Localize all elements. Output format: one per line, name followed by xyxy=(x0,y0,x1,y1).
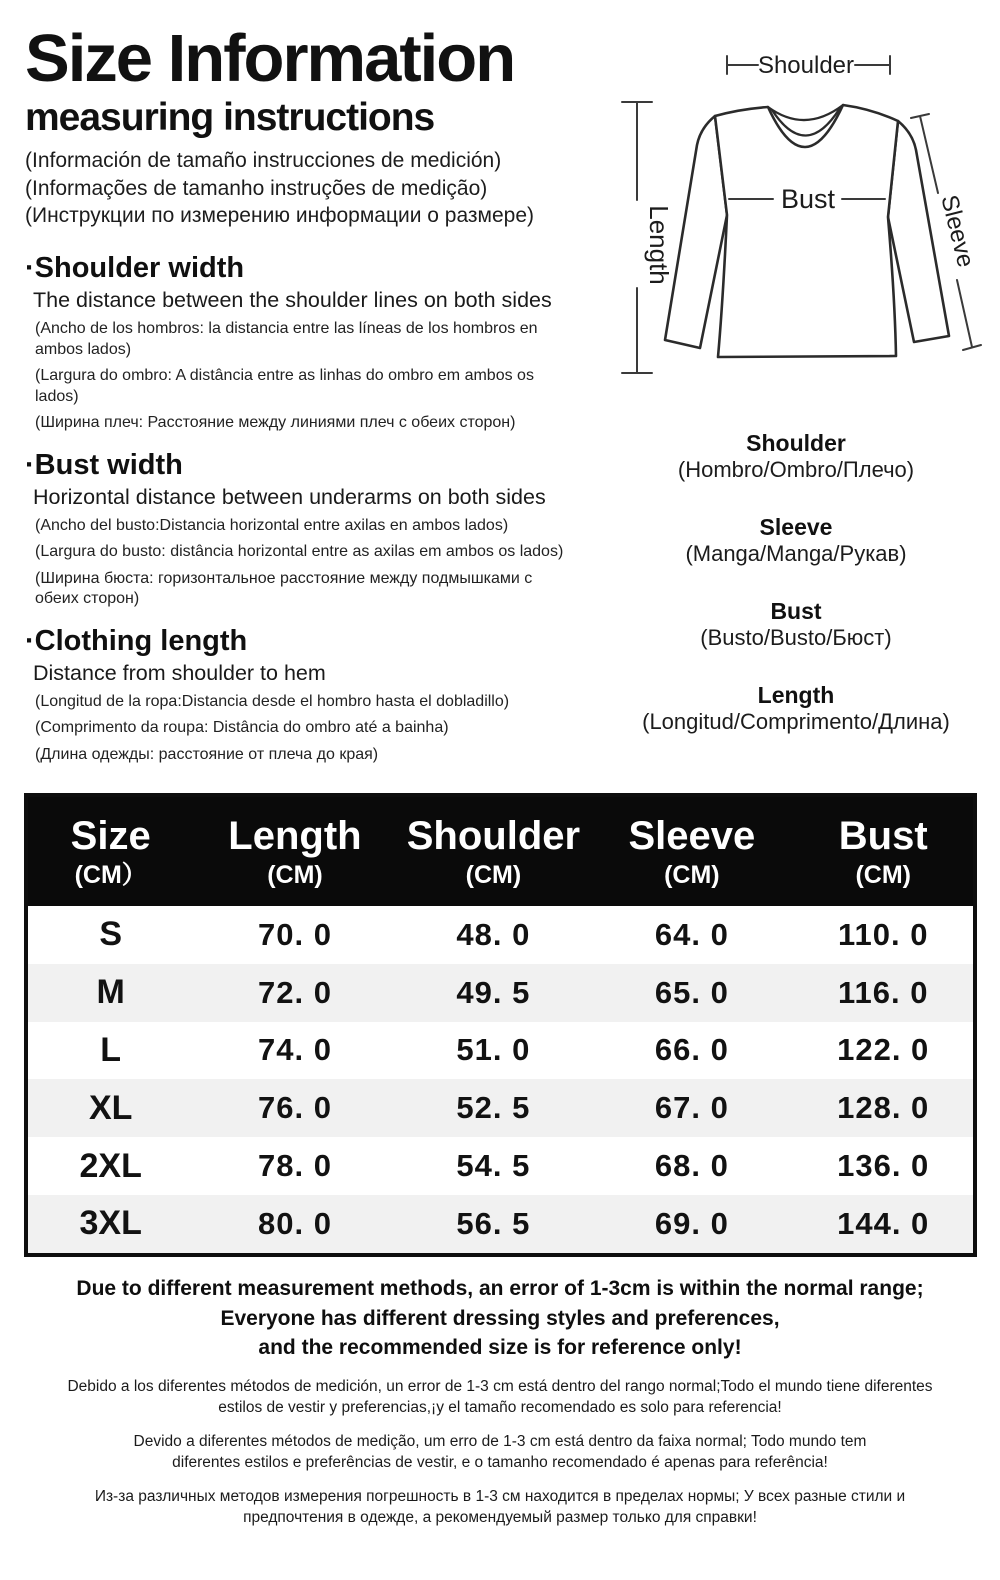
measurement-labels xyxy=(600,430,992,766)
subtitle-translation-es: (Información de tamaño instrucciones de medición) xyxy=(25,149,502,173)
section-translation-pt: (Largura do busto: distância horizontal entre as axilas em ambos os lados) xyxy=(35,543,564,560)
size-value: S xyxy=(99,915,123,954)
table-row-l xyxy=(28,1022,973,1080)
section-bust-width xyxy=(25,447,580,610)
size-value: L xyxy=(100,1030,122,1069)
bust-value: 136. 0 xyxy=(837,1148,930,1184)
measurement-label-shoulder xyxy=(600,430,992,483)
note-english-line: Due to different measurement methods, an error of 1-3cm is within the normal range; xyxy=(76,1277,924,1300)
note-portuguese: Devido a diferentes métodos de medição, um erro de 1-3 cm está dentro da faixa normal; Todo mundo tem diferentes estilos e preferências de vestir, e o tamanho recomendado é apenas para referência! xyxy=(133,1432,867,1471)
length-value: 78. 0 xyxy=(257,1148,332,1184)
subtitle-translation-pt: (Informações de tamanho instruções de medição) xyxy=(25,176,488,200)
sleeve-value: 66. 0 xyxy=(654,1032,729,1068)
section-heading: ·Clothing length xyxy=(25,624,248,657)
page-title: Size Information xyxy=(25,21,515,96)
size-value: 2XL xyxy=(79,1146,142,1185)
note-english-line: and the recommended size is for reference only! xyxy=(258,1336,742,1359)
measurement-label-bust xyxy=(600,598,992,651)
section-translation-pt: (Largura do ombro: A distância entre as linhas do ombro em ambos os lados) xyxy=(35,367,534,405)
measurement-translation: (Busto/Busto/Бюст) xyxy=(700,625,892,650)
section-clothing-length xyxy=(25,623,580,766)
sleeve-value: 69. 0 xyxy=(654,1205,729,1241)
section-heading: ·Shoulder width xyxy=(25,252,245,284)
shirt-right-sleeve xyxy=(888,121,949,342)
shoulder-value: 48. 0 xyxy=(456,916,531,952)
sleeve-value: 65. 0 xyxy=(654,974,729,1010)
measurement-name: Shoulder xyxy=(746,430,846,456)
note-english-line: Everyone has different dressing styles and preferences, xyxy=(220,1306,780,1330)
section-translation-ru: (Ширина бюста: горизонтальное расстояние между подмышками с обеих сторон) xyxy=(35,569,533,607)
section-translation-ru: (Длина одежды: расстояние от плеча до края) xyxy=(35,745,379,763)
title-block xyxy=(25,21,595,230)
section-translations xyxy=(35,516,580,610)
bust-value: 122. 0 xyxy=(837,1032,930,1068)
size-table-header-row xyxy=(28,797,973,906)
section-description: Distance from shoulder to hem xyxy=(33,660,326,685)
measurement-name: Bust xyxy=(770,598,822,624)
measurement-name: Sleeve xyxy=(759,514,833,540)
measurement-translation: (Longitud/Comprimento/Длина) xyxy=(642,709,950,734)
bust-value: 110. 0 xyxy=(837,916,929,952)
length-value: 76. 0 xyxy=(257,1090,332,1126)
sleeve-value: 67. 0 xyxy=(654,1090,729,1126)
diagram-label-sleeve: Sleeve xyxy=(935,192,980,271)
measurement-label-sleeve xyxy=(600,514,992,567)
shoulder-value: 54. 5 xyxy=(456,1148,531,1184)
section-shoulder-width xyxy=(25,250,580,434)
measurement-translation: (Manga/Manga/Рукав) xyxy=(685,541,907,566)
diagram-label-length: Length xyxy=(644,205,674,285)
column-header-sleeve: Sleeve (CM) xyxy=(590,797,793,906)
section-translation-pt: (Comprimento da roupa: Distância do ombro até a bainha) xyxy=(35,719,449,736)
section-translations xyxy=(35,692,580,766)
disclaimer-notes xyxy=(0,1274,1000,1528)
table-row-s xyxy=(28,906,973,964)
column-header-size: Size (CM） xyxy=(28,797,193,906)
section-translation-ru: (Ширина плеч: Расстояние между линиями плеч с обеих сторон) xyxy=(35,414,516,431)
section-translation-es: (Ancho del busto:Distancia horizontal entre axilas en ambos lados) xyxy=(35,516,509,534)
length-value: 74. 0 xyxy=(257,1032,332,1068)
measurement-name: Length xyxy=(757,682,835,708)
size-table xyxy=(24,793,977,1257)
column-header-length: Length (CM) xyxy=(193,797,396,906)
note-russian: Из-за различных методов измерения погрешность в 1-3 см находится в пределах нормы; У всех разные стили и предпочтения в одежде, а рекомендуемый размер только для справки! xyxy=(94,1487,906,1526)
note-english xyxy=(0,1274,1000,1363)
shoulder-value: 56. 5 xyxy=(456,1205,531,1241)
length-value: 70. 0 xyxy=(257,916,332,952)
subtitle-translations xyxy=(25,147,595,230)
bust-value: 144. 0 xyxy=(837,1205,930,1241)
diagram-label-shoulder: Shoulder xyxy=(757,52,855,79)
column-header-bust: Bust (CM) xyxy=(793,797,973,906)
section-description: The distance between the shoulder lines on both sides xyxy=(33,288,552,312)
diagram-label-bust: Bust xyxy=(780,184,836,214)
note-spanish: Debido a los diferentes métodos de medición, un error de 1-3 cm está dentro del rango normal;Todo el mundo tiene diferentes estilos de vestir y preferencias,¡y el tamaño recomendado es solo para referencia! xyxy=(67,1377,933,1416)
shirt-torso xyxy=(715,105,898,357)
table-row-2xl xyxy=(28,1137,973,1195)
length-value: 80. 0 xyxy=(257,1205,332,1241)
measurement-translation: (Hombro/Ombro/Плечо) xyxy=(677,457,915,482)
measuring-sections xyxy=(25,250,580,778)
section-description: Horizontal distance between underarms on both sides xyxy=(33,484,546,509)
bust-value: 128. 0 xyxy=(837,1090,930,1126)
shoulder-value: 49. 5 xyxy=(456,974,531,1010)
size-value: 3XL xyxy=(79,1204,142,1243)
shoulder-value: 52. 5 xyxy=(456,1090,531,1126)
section-translation-es: (Ancho de los hombros: la distancia entre las líneas de los hombros en ambos lados) xyxy=(35,320,538,358)
section-translations xyxy=(35,319,580,434)
size-value: XL xyxy=(88,1088,133,1127)
bust-value: 116. 0 xyxy=(837,974,929,1010)
shirt-diagram xyxy=(600,20,1000,420)
column-header-shoulder: Shoulder (CM) xyxy=(397,797,591,906)
sleeve-value: 64. 0 xyxy=(654,916,729,952)
sleeve-value: 68. 0 xyxy=(654,1148,729,1184)
section-heading: ·Bust width xyxy=(25,448,183,481)
table-row-m xyxy=(28,964,973,1022)
measurement-label-length xyxy=(600,682,992,735)
page-subtitle: measuring instructions xyxy=(25,96,435,140)
shoulder-value: 51. 0 xyxy=(456,1032,531,1068)
subtitle-translation-ru: (Инструкции по измерению информации о размере) xyxy=(25,204,535,228)
section-translation-es: (Longitud de la ropa:Distancia desde el hombro hasta el dobladillo) xyxy=(35,692,510,710)
size-value: M xyxy=(96,973,125,1012)
length-value: 72. 0 xyxy=(257,974,332,1010)
table-row-xl xyxy=(28,1079,973,1137)
table-row-3xl xyxy=(28,1195,973,1253)
